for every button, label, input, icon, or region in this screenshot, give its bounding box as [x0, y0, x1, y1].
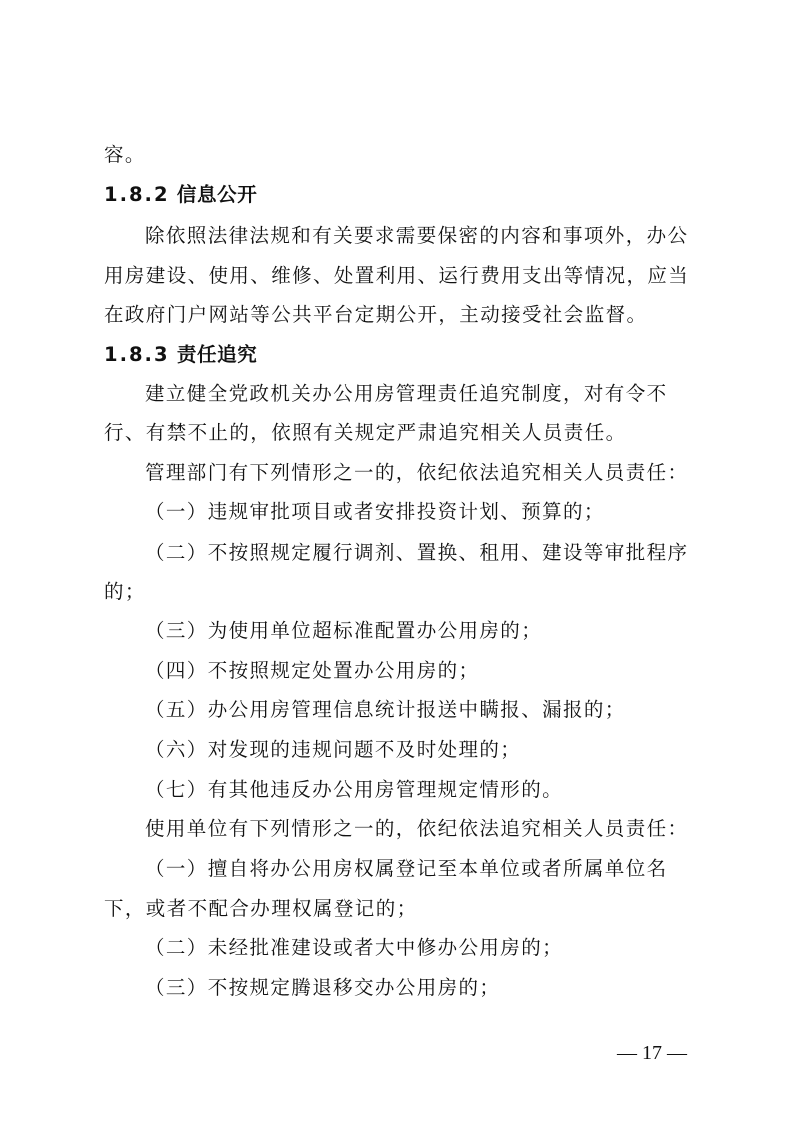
list-item: （二）不按照规定履行调剂、置换、租用、建设等审批程序	[145, 541, 689, 564]
list-item-continuation: 下，或者不配合办理权属登记的；	[104, 897, 418, 920]
paragraph-line: 建立健全党政机关办公用房管理责任追究制度，对有令不	[145, 382, 668, 405]
page-number: — 17 —	[617, 1042, 687, 1064]
section-title: 责任追究	[176, 343, 258, 366]
list-item: （一）擅自将办公用房权属登记至本单位或者所属单位名	[145, 857, 668, 880]
section-number: 1.8.3	[104, 343, 170, 366]
paragraph-line: 用房建设、使用、维修、处置利用、运行费用支出等情况，应当	[104, 264, 690, 287]
list-item: （二）未经批准建设或者大中修办公用房的；	[145, 936, 564, 959]
section-heading-1-8-3	[104, 341, 694, 369]
list-item: （七）有其他违反办公用房管理规定情形的。	[145, 778, 564, 801]
list-item: （五）办公用房管理信息统计报送中瞒报、漏报的；	[145, 698, 626, 721]
section-number: 1.8.2	[104, 183, 170, 206]
list-item: （一）违规审批项目或者安排投资计划、预算的；	[145, 500, 605, 523]
paragraph-line: 在政府门户网站等公共平台定期公开，主动接受社会监督。	[104, 303, 648, 326]
paragraph-line: 除依照法律法规和有关要求需要保密的内容和事项外，办公	[145, 224, 689, 247]
paragraph-line: 行、有禁不止的，依照有关规定严肃追究相关人员责任。	[104, 421, 627, 444]
list-item: （六）对发现的违规问题不及时处理的；	[145, 738, 522, 761]
list-item: （四）不按照规定处置办公用房的；	[145, 659, 480, 682]
section-title: 信息公开	[176, 183, 258, 206]
list-item-continuation: 的；	[104, 580, 146, 603]
section-heading-1-8-2	[104, 181, 694, 209]
paragraph-line: 管理部门有下列情形之一的，依纪依法追究相关人员责任：	[145, 461, 689, 484]
paragraph-line: 容。	[104, 143, 146, 166]
list-item: （三）不按规定腾退移交办公用房的；	[145, 976, 501, 999]
list-item: （三）为使用单位超标准配置办公用房的；	[145, 619, 543, 642]
paragraph-line: 使用单位有下列情形之一的，依纪依法追究相关人员责任：	[145, 817, 689, 840]
